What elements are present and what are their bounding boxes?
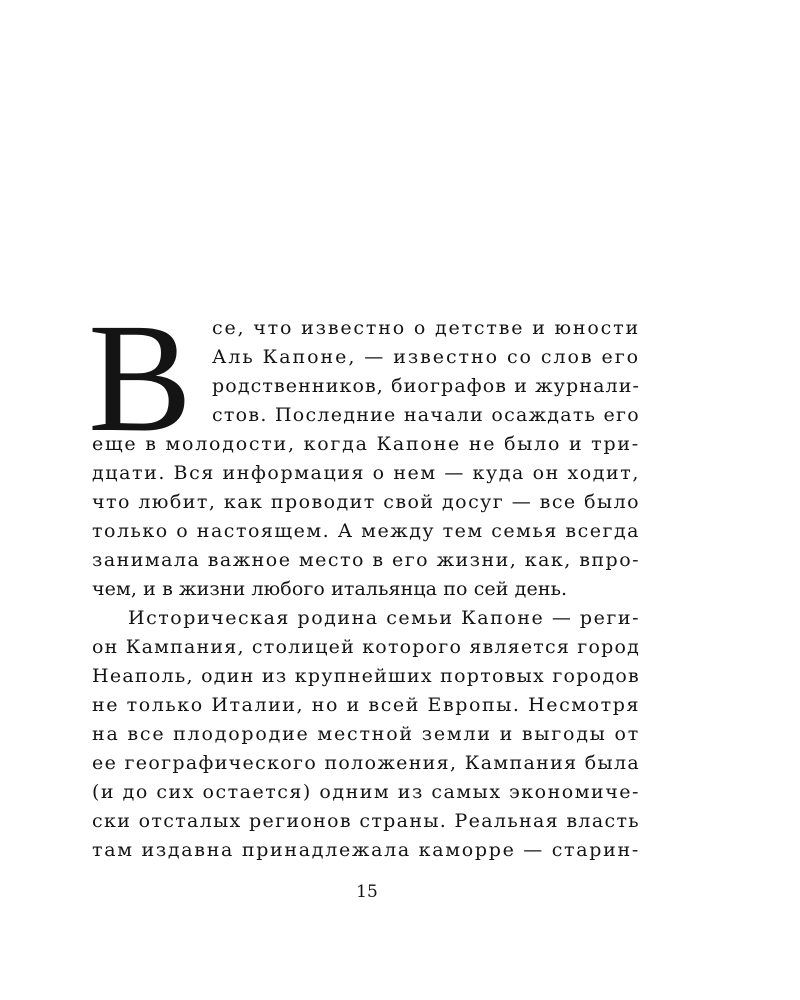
text-line-3: родственников, биографов и журнали- — [212, 375, 640, 397]
drop-cap-letter: В — [88, 291, 193, 464]
text-line-15: на все плодородие местной земли и выгоды от — [92, 723, 641, 745]
text-line-1: се, что известно о детстве и юности — [212, 317, 640, 339]
text-line-14: не только Италии, но и всей Европы. Несмотря — [92, 694, 640, 716]
text-line-8: только о настоящем. А между тем семья всегда — [92, 520, 640, 542]
text-line-19: там издавна принадлежала каморре — старин- — [92, 839, 640, 861]
text-line-16: ее географического положения, Кампания была — [92, 752, 640, 774]
text-line-7: что любит, как проводит свой досуг — все было — [92, 491, 641, 513]
text-line-4: стов. Последние начали осаждать его — [212, 404, 640, 426]
text-line-10: чем, и в жизни любого итальянца по сей день. — [92, 578, 568, 600]
page-number: 15 — [356, 882, 378, 902]
text-line-11: Историческая родина семьи Капоне — реги- — [128, 607, 641, 629]
text-line-18: ски отсталых регионов страны. Реальная власть — [92, 810, 640, 832]
text-line-12: он Кампания, столицей которого является город — [92, 636, 640, 658]
text-line-5: еще в молодости, когда Капоне не было и три- — [92, 433, 640, 455]
text-line-17: (и до сих остается) одним из самых экономиче- — [92, 781, 640, 803]
text-line-2: Аль Капоне, — известно со слов его — [212, 346, 641, 368]
text-line-13: Неаполь, один из крупнейших портовых городов — [92, 665, 640, 687]
text-line-9: занимала важное место в его жизни, как, впро- — [92, 549, 640, 571]
text-line-6: дцати. Вся информация о нем — куда он ходит, — [92, 462, 640, 484]
